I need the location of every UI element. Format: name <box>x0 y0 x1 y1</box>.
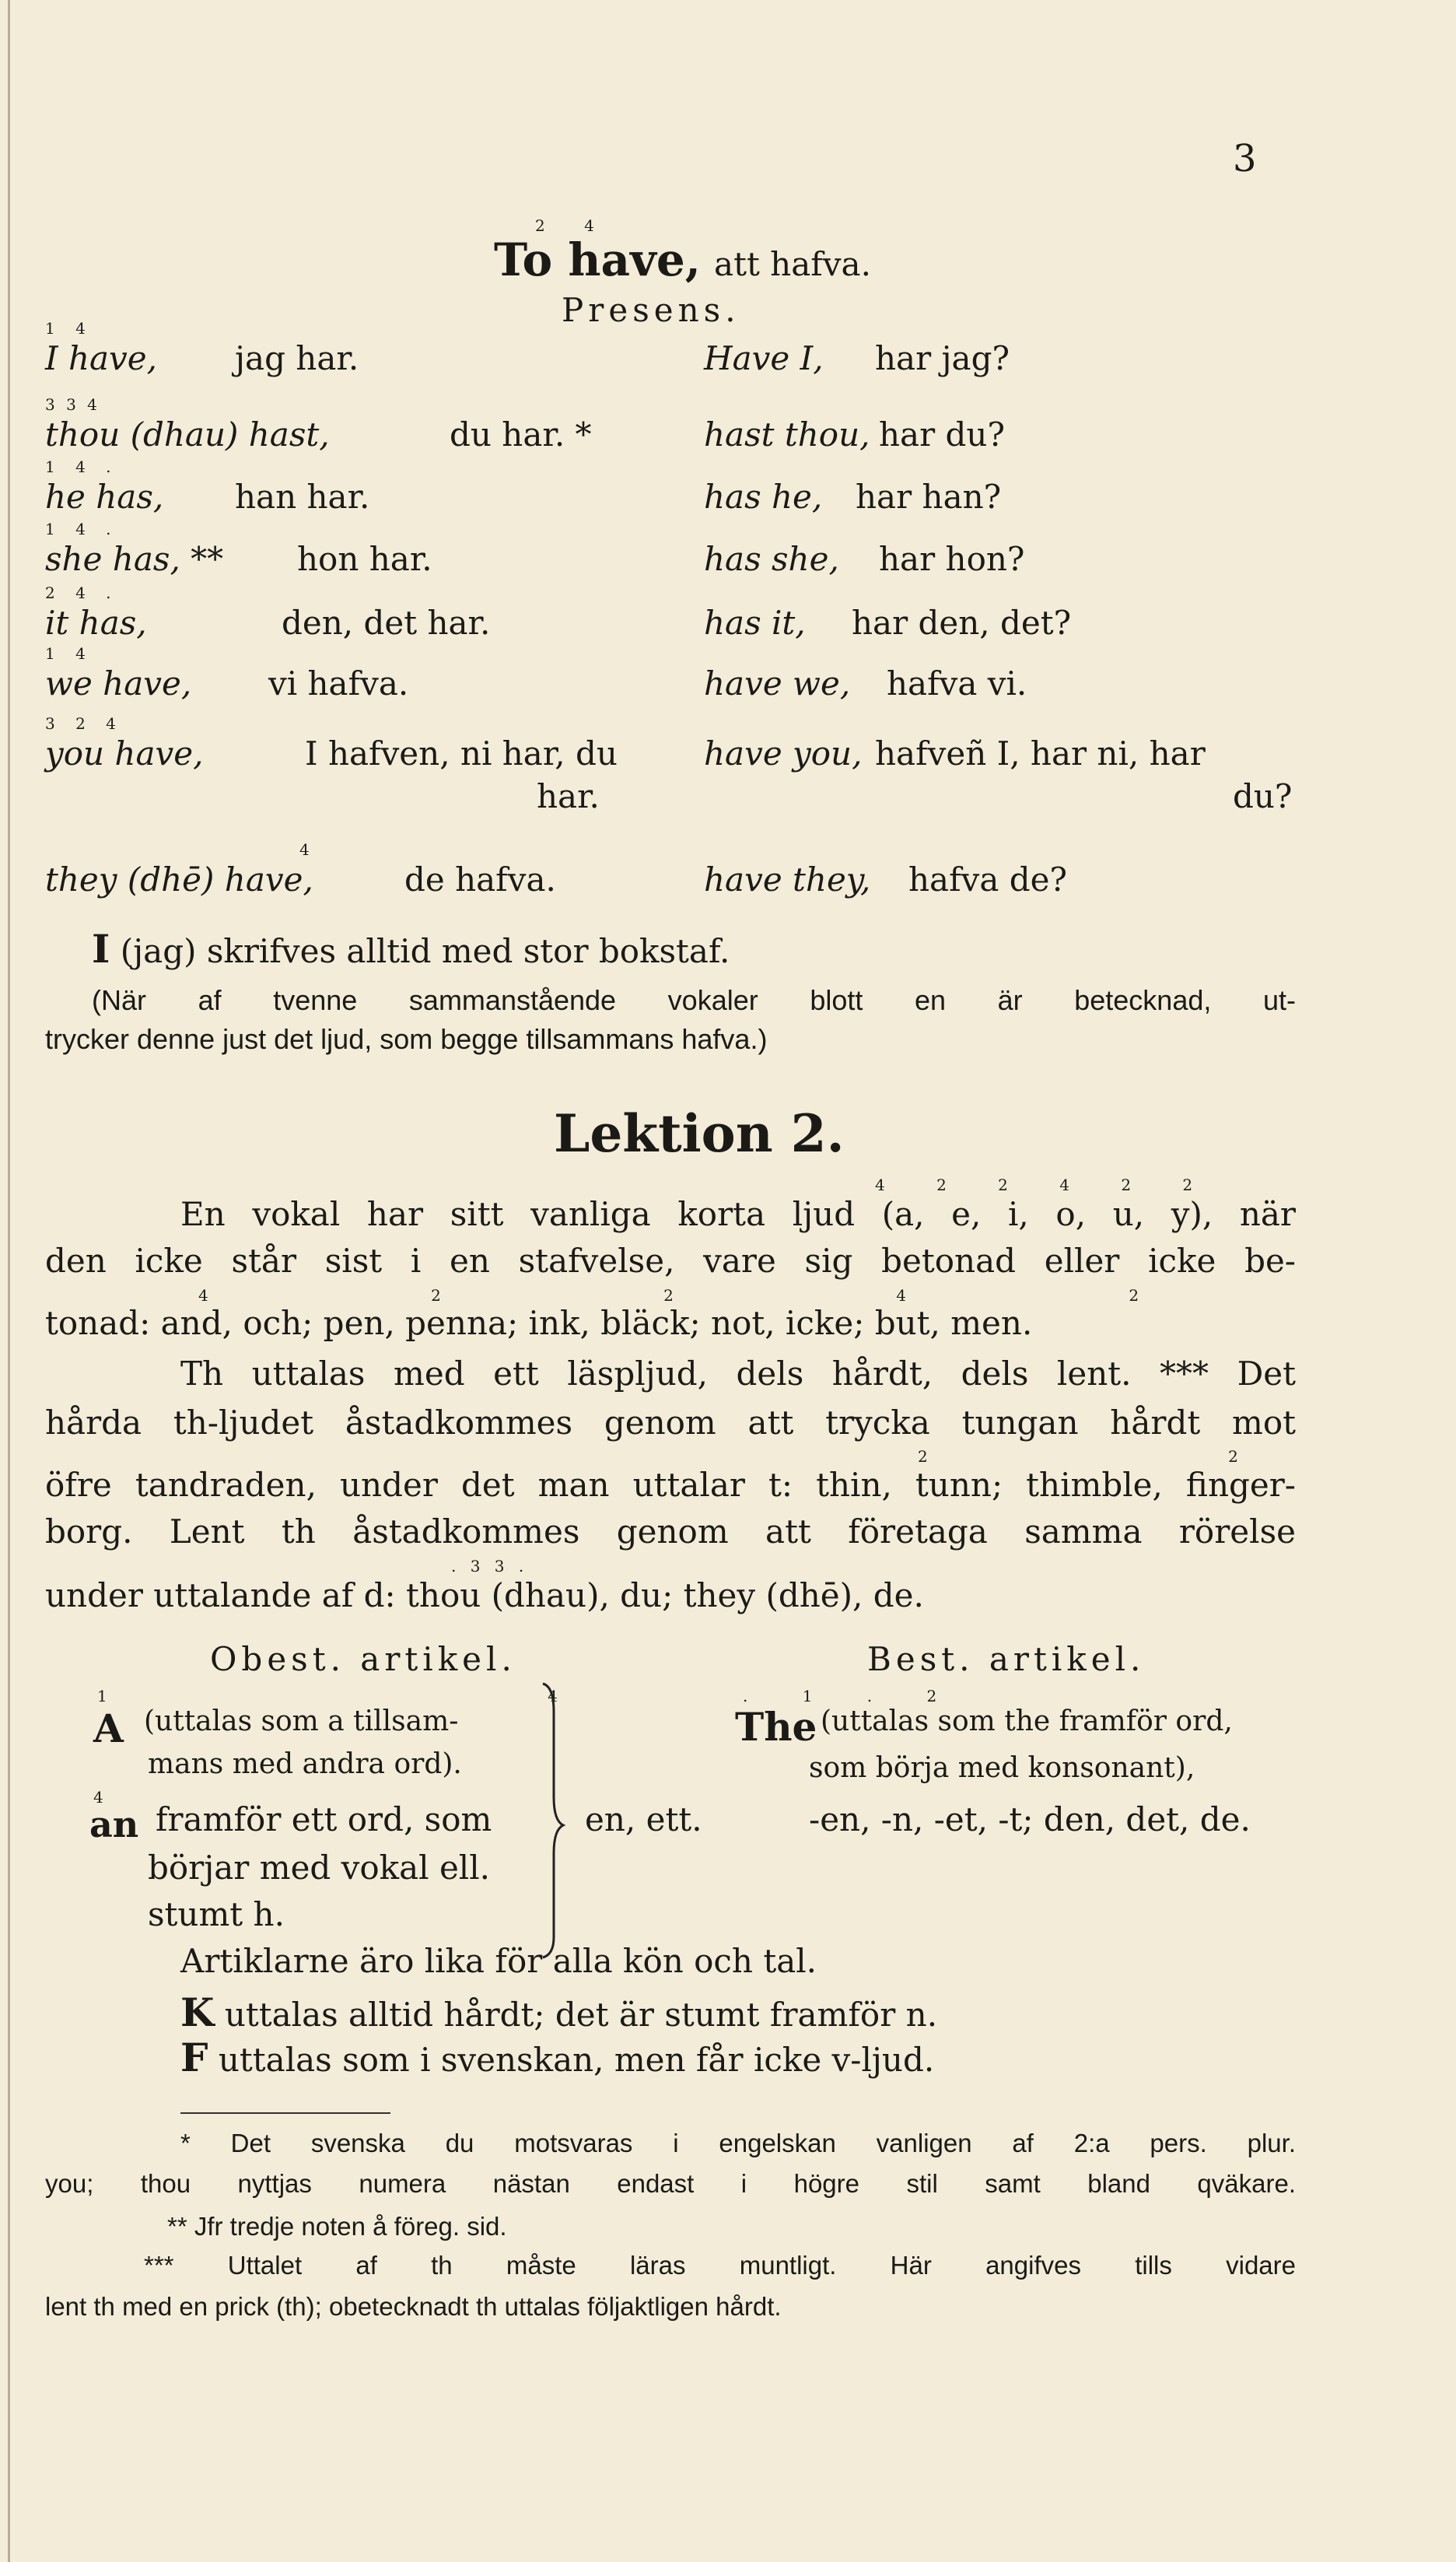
conj-stress-marks: 2 4 . <box>45 584 119 602</box>
conj-english: thou (dhau) hast, <box>45 415 330 454</box>
title-main: To have, <box>494 233 701 286</box>
conj-swedish: du har. * <box>450 415 592 454</box>
p1-line1: En vokal har sitt vanliga korta ljud (a, e, i, o, u, y), när <box>180 1195 1296 1233</box>
conj-english: she has, ** <box>45 540 224 578</box>
conj-stress-marks: 3 2 4 <box>45 714 124 733</box>
conj-question-english: have you, <box>704 734 863 773</box>
conj-english: you have, <box>45 734 204 773</box>
conj-question-english: has she, <box>704 540 839 578</box>
conj-swedish: I hafven, ni har, du <box>305 734 618 773</box>
conj-english: I have, <box>45 339 157 377</box>
footnote-1-line1: * Det svenska du motsvaras i engelskan vanligen af 2:a pers. plur. <box>180 2129 1296 2157</box>
article-an: an <box>89 1803 139 1845</box>
article-the-line1: (uttalas som the framför ord, <box>821 1705 1233 1737</box>
conj-stress-marks: 1 4 <box>45 644 93 663</box>
conj-question-swedish-cont: du? <box>1233 777 1293 815</box>
note-capital: I (jag) skrifves alltid med stor bokstaf. <box>92 926 730 972</box>
conj-question-swedish: har du? <box>879 415 1005 454</box>
footnote-1-line2: you; thou nyttjas numera nästan endast i högre stil samt bland qväkare. <box>45 2169 1296 2198</box>
article-an-line1: framför ett ord, som <box>156 1800 492 1838</box>
def-article-heading: Best. artikel. <box>867 1640 1146 1678</box>
rule-initial-letter: F <box>180 2035 208 2080</box>
note-vowels-line1: (När af tvenne sammanstående vokaler blott en är betecknad, ut- <box>92 984 1296 1016</box>
p2-line1: Th uttalas med ett läspljud, dels hårdt, dels lent. *** Det <box>180 1355 1296 1393</box>
page-edge-shadow <box>8 0 10 2562</box>
rule-body: uttalas alltid hårdt; det är stumt framför n. <box>214 1996 938 2034</box>
rule-body: uttalas som i svenskan, men får icke v-ljud. <box>208 2041 935 2079</box>
conj-english: it has, <box>45 604 147 642</box>
the-marks: . 1 . 2 <box>743 1687 962 1705</box>
conj-question-english: has it, <box>704 604 806 642</box>
p2-line3: öfre tandraden, under det man uttalar t: thin, tunn; thimble, finger- <box>45 1466 1296 1504</box>
tense-heading: Presens. <box>562 291 740 329</box>
article-a-line2: mans med andra ord). <box>148 1748 462 1780</box>
conj-english: we have, <box>45 664 192 703</box>
conj-swedish: de hafva. <box>404 860 556 899</box>
indef-article-heading: Obest. artikel. <box>210 1640 516 1678</box>
conj-question-english: has he, <box>704 478 823 516</box>
title-stress-marks: 2 4 <box>535 216 611 235</box>
conj-swedish: vi hafva. <box>268 664 409 703</box>
conj-swedish: han har. <box>235 478 370 516</box>
conj-stress-marks: 1 4 . <box>45 457 119 476</box>
footnote-3-line1: *** Uttalet af th måste läras muntligt. Här angifves tills vidare <box>144 2251 1296 2280</box>
article-a-line1: (uttalas som a tillsam- <box>144 1705 459 1737</box>
lesson-heading: Lektion 2. <box>554 1103 845 1164</box>
rule-f-text <box>180 2035 935 2080</box>
rule-f <box>180 2035 935 2080</box>
an-marks: 4 <box>93 1788 107 1807</box>
p1-line3: tonad: and, och; pen, penna; ink, bläck; not, icke; but, men. <box>45 1304 1033 1342</box>
conj-question-swedish: har den, det? <box>852 604 1072 642</box>
conj-stress-marks: 1 4 <box>45 319 93 338</box>
conj-question-swedish: hafveñ I, har ni, har <box>875 734 1206 773</box>
note-capital-text: (jag) skrifves alltid med stor bokstaf. <box>120 932 730 970</box>
p1-stress-marks: 4 2 2 4 2 2 <box>875 1176 1216 1194</box>
rule-k-text <box>180 1989 938 2035</box>
p1-stress-marks-2: 4 2 2 4 2 <box>198 1286 1248 1305</box>
conj-stress-marks: 1 4 . <box>45 520 119 538</box>
p2-line4: borg. Lent th åstadkommes genom att företaga samma rörelse <box>45 1512 1296 1551</box>
p2-line5: under uttalande af d: thou (dhau), du; they (dhē), de. <box>45 1576 924 1614</box>
p1-line2: den icke står sist i en stafvelse, vare sig betonad eller icke be- <box>45 1242 1296 1280</box>
footnote-2: ** Jfr tredje noten å föreg. sid. <box>167 2212 507 2241</box>
conj-question-swedish: har han? <box>856 478 1002 516</box>
article-the-line2: som börja med konsonant), <box>809 1752 1195 1784</box>
conj-english: he has, <box>45 478 164 516</box>
rule-articles: Artiklarne äro lika för alla kön och tal. <box>180 1942 817 1980</box>
conj-stress-marks: 4 <box>299 840 317 859</box>
conj-stress-marks: 3 3 4 <box>45 395 100 414</box>
rule-initial-letter: K <box>180 1989 215 2035</box>
article-the: The <box>735 1704 817 1750</box>
conj-question-english: have we, <box>704 664 851 703</box>
article-the-line3: -en, -n, -et, -t; den, det, de. <box>809 1800 1251 1838</box>
note-vowels-line2: trycker denne just det ljud, som begge tillsammans hafva.) <box>45 1023 768 1055</box>
footnote-3-line2: lent th med en prick (th); obetecknadt th uttalas följaktligen hårdt. <box>45 2292 782 2321</box>
conj-question-english: hast thou, <box>704 415 870 454</box>
article-a: A <box>93 1705 124 1751</box>
conj-question-english: have they, <box>704 860 871 899</box>
p2-stress-marks-2: . 3 3 . <box>451 1557 529 1575</box>
conj-english: they (dhē) have, <box>45 860 313 899</box>
a-marks: 1 4 <box>97 1687 775 1705</box>
rule-k <box>180 1989 938 2035</box>
page-number: 3 <box>1233 137 1257 180</box>
conj-swedish: hon har. <box>297 540 432 578</box>
title <box>494 233 871 286</box>
article-an-line2: börjar med vokal ell. <box>148 1849 491 1887</box>
conj-question-english: Have I, <box>704 339 824 377</box>
indef-meaning: en, ett. <box>585 1800 702 1838</box>
p2-line2: hårda th-ljudet åstadkommes genom att trycka tungan hårdt mot <box>45 1404 1296 1442</box>
articles-brace <box>537 1681 568 1961</box>
conj-question-swedish: har hon? <box>879 540 1025 578</box>
conj-question-swedish: hafva de? <box>908 860 1068 899</box>
conj-swedish: den, det har. <box>282 604 491 642</box>
conj-question-swedish: har jag? <box>875 339 1010 377</box>
conj-question-swedish: hafva vi. <box>887 664 1027 703</box>
p2-stress-marks: 2 2 <box>918 1447 1386 1466</box>
article-an-line3: stumt h. <box>148 1895 285 1933</box>
conj-swedish: jag har. <box>235 339 359 377</box>
title-translation: att hafva. <box>714 245 871 283</box>
footnote-separator <box>180 2112 390 2114</box>
conj-swedish-cont: har. <box>537 777 600 815</box>
